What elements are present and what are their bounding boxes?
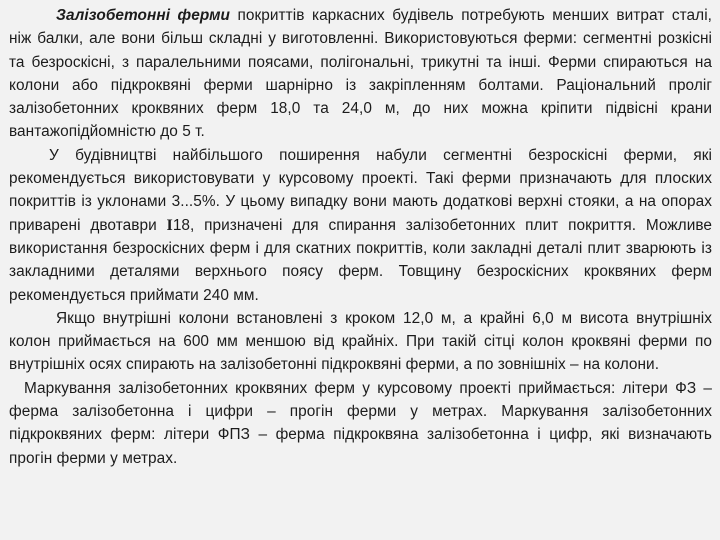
paragraph-4: [9, 377, 712, 470]
paragraph-2-text-after: 18, призначені для спирання залізобетонних плит покриття. Можливе використання безроскісних ферм і для скатних покриттів, коли закладні деталі плит зварюють із закладними деталями верхнього поясу ферм. Товщину безроскісних кроквяних ферм рекомендується приймати 240 мм.: [9, 216, 713, 304]
paragraph-3-text: Якщо внутрішні колони встановлені з кроком 12,0 м, а крайні 6,0 м висота внутрішніх колон приймається на 600 мм меншою від крайніх. При такій сітці колон кроквяні ферми по внутрішніх осях спирають на залізобетонні підкроквяні ферми, а по зовнішніх – на колони.: [9, 309, 712, 374]
i-beam-symbol: I: [166, 216, 173, 234]
paragraph-4-text: Маркування залізобетонних кроквяних ферм у курсовому проекті приймається: літери ФЗ – ферма залізобетонна і цифри – прогін ферми у метрах. Маркування залізобетонних підкроквяних ферм: літери ФПЗ – ферма підкроквяна залізобетонна і цифр, які визначають прогін ферми у метрах.: [9, 379, 712, 467]
paragraph-2-text-before: У будівництві найбільшого поширення набули сегментні безроскісні ферми, які рекомендується використовувати у курсовому проекті. Такі ферми призначають для плоских покриттів із уклонами 3...5%. У цьому випадку вони мають додаткові верхні стояки, а на опорах приварені двотаври: [9, 146, 712, 234]
paragraph-1-text: покриттів каркасних будівель потребують менших витрат сталі, ніж балки, але вони більш складні у виготовленні. Використовуються ферми: сегментні розкісні та безроскісні, з паралельними поясами, полігональні, трикутні та інші. Ферми спираються на колони або підкроквяні ферми шарнірно із закріпленням болтами. Раціональний проліг залізобетонних кроквяних ферм 18,0 та 24,0 м, до них можна кріпити підвісні крани вантажопідйомністю до 5 т.: [9, 7, 712, 141]
term-reinforced-concrete-trusses: Залізобетонні ферми: [56, 7, 230, 24]
paragraph-3: [9, 307, 712, 377]
paragraph-2: [9, 144, 712, 307]
paragraph-1: [9, 4, 712, 144]
